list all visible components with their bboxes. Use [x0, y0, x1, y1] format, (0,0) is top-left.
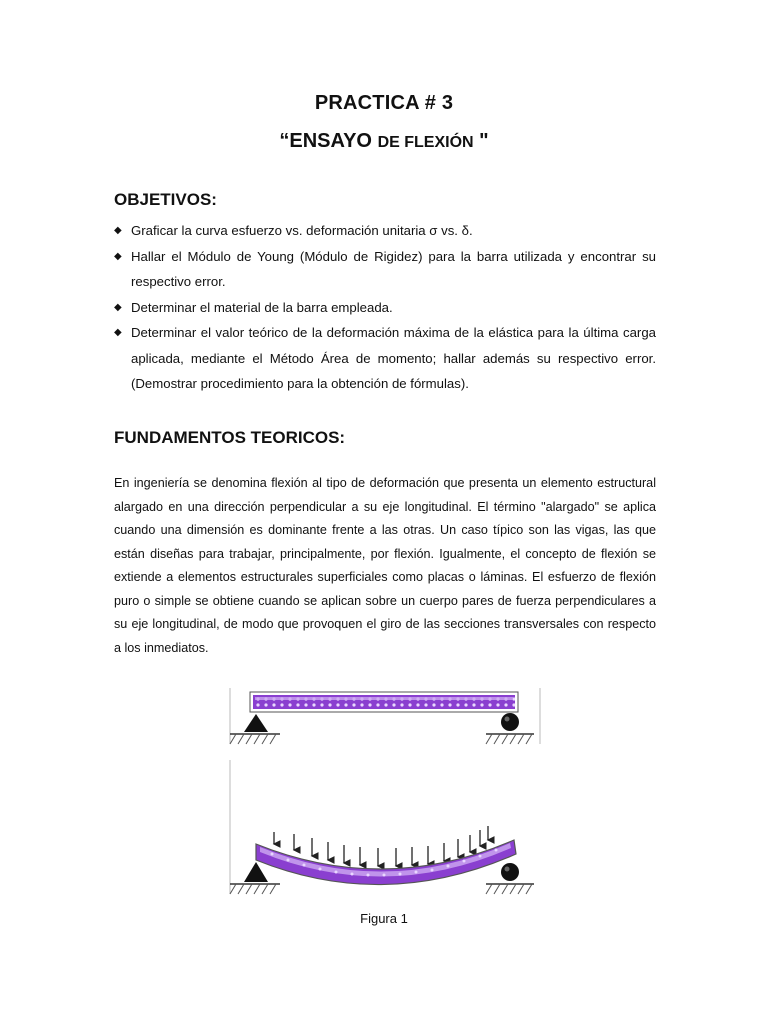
figure-caption: Figura 1	[360, 911, 408, 926]
diamond-bullet-icon: ◆	[114, 225, 122, 236]
pin-support-icon	[244, 862, 268, 882]
objective-item: ◆ Hallar el Módulo de Young (Módulo de Rigidez) para la barra utilizada y encontrar su respectivo error.	[114, 244, 656, 295]
page-title: PRACTICA # 3	[314, 92, 454, 114]
fundamentals-heading: FUNDAMENTOS TEORICOS:	[114, 428, 346, 447]
subtitle-smallcaps: DE FLEXIÓN	[377, 134, 474, 151]
fundamentals-paragraph: En ingeniería se denomina flexión al tipo de deformación que presenta un elemento estructural alargado en una dirección perpendicular a su eje longitudinal. El término "alargado" se aplica cuando una dimensión es dominante frente a las otras. Un caso típico son las vigas, las que están diseñas para trabajar, principalmente, por flexión. Igualmente, el concepto de flexión se extiende a elementos estructurales superficiales como placas o láminas. El esfuerzo de flexión puro o simple se obtiene cuando se aplican sobre un cuerpo pares de fuerza perpendiculares a su eje longitudinal, de modo que provoquen el giro de las secciones transversales con respecto a los inmediatos.	[114, 476, 656, 655]
roller-support-icon	[501, 863, 519, 881]
objective-item: ◆ Graficar la curva esfuerzo vs. deformación unitaria σ vs. δ.	[114, 218, 656, 244]
roller-support-icon	[501, 713, 519, 731]
beam-bending-figure	[222, 684, 548, 904]
objective-item: ◆ Determinar el valor teórico de la deformación máxima de la elástica para la última carga aplicada, mediante el Método Área de momento; hallar además su respectivo error. (Demostrar procedimiento para la obtención de fórmulas).	[114, 320, 656, 397]
diamond-bullet-icon: ◆	[114, 301, 122, 313]
page-subtitle	[0, 130, 768, 153]
unloaded-beam	[230, 688, 540, 744]
objectives-heading: OBJETIVOS:	[114, 190, 217, 209]
objective-item: ◆ Determinar el material de la barra empleada.	[114, 295, 656, 321]
loaded-beam	[230, 760, 534, 894]
subtitle-open: “ENSAYO	[279, 130, 372, 152]
subtitle-close: "	[479, 130, 489, 152]
objectives-list	[114, 218, 656, 397]
pin-support-icon	[244, 714, 268, 732]
diamond-bullet-icon: ◆	[114, 327, 122, 338]
diamond-bullet-icon: ◆	[114, 250, 122, 262]
